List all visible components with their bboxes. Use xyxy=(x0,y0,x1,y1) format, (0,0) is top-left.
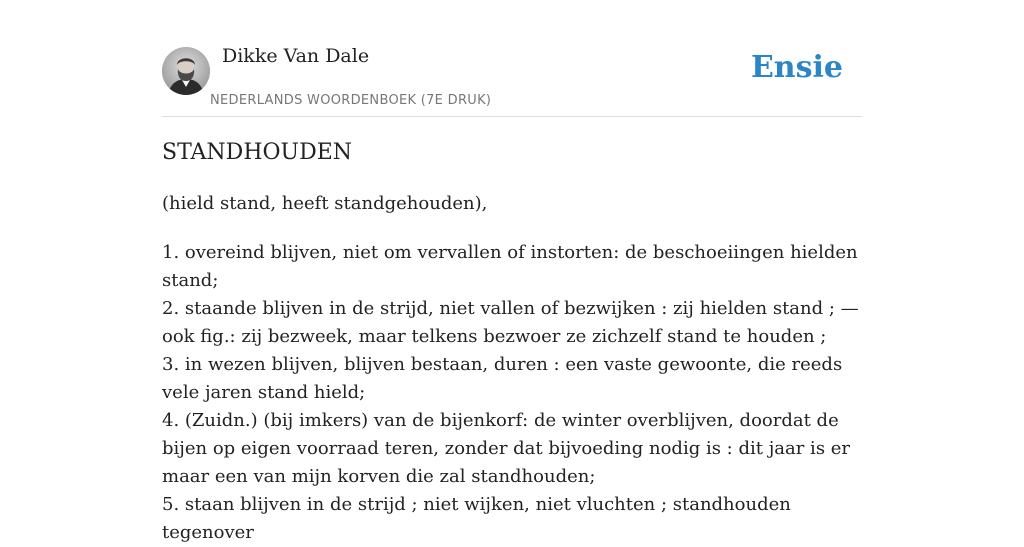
author-avatar[interactable] xyxy=(162,47,210,95)
word-forms: (hield stand, heeft standgehouden), xyxy=(162,193,488,214)
definition-item: 2. staande blijven in de strijd, niet vallen of bezwijken : zij hielden stand ; — ook fig.: zij bezweek, maar telkens bezwoer ze zichzelf stand te houden ; xyxy=(162,298,859,347)
headword: STANDHOUDEN xyxy=(162,140,353,165)
header xyxy=(162,0,862,117)
definition-item: 5. staan blijven in de strijd ; niet wijken, niet vluchten ; standhouden tegenover xyxy=(162,494,791,543)
author-name[interactable]: Dikke Van Dale xyxy=(222,45,370,67)
definition-item: 1. overeind blijven, niet om vervallen of instorten: de beschoeiingen hielden stand; xyxy=(162,242,858,291)
definitions xyxy=(162,239,862,547)
ensie-logo[interactable]: Ensie xyxy=(750,50,843,85)
definition-item: 3. in wezen blijven, blijven bestaan, duren : een vaste gewoonte, die reeds vele jaren stand hield; xyxy=(162,354,843,403)
source-label[interactable]: NEDERLANDS WOORDENBOEK (7E DRUK) xyxy=(210,93,492,108)
definition-item: 4. (Zuidn.) (bij imkers) van de bijenkorf: de winter overblijven, doordat de bijen op eigen voorraad teren, zonder dat bijvoeding nodig is : dit jaar is er maar een van mijn korven die zal standhouden; xyxy=(162,410,851,487)
author-portrait-icon xyxy=(162,47,210,95)
page xyxy=(162,0,862,543)
